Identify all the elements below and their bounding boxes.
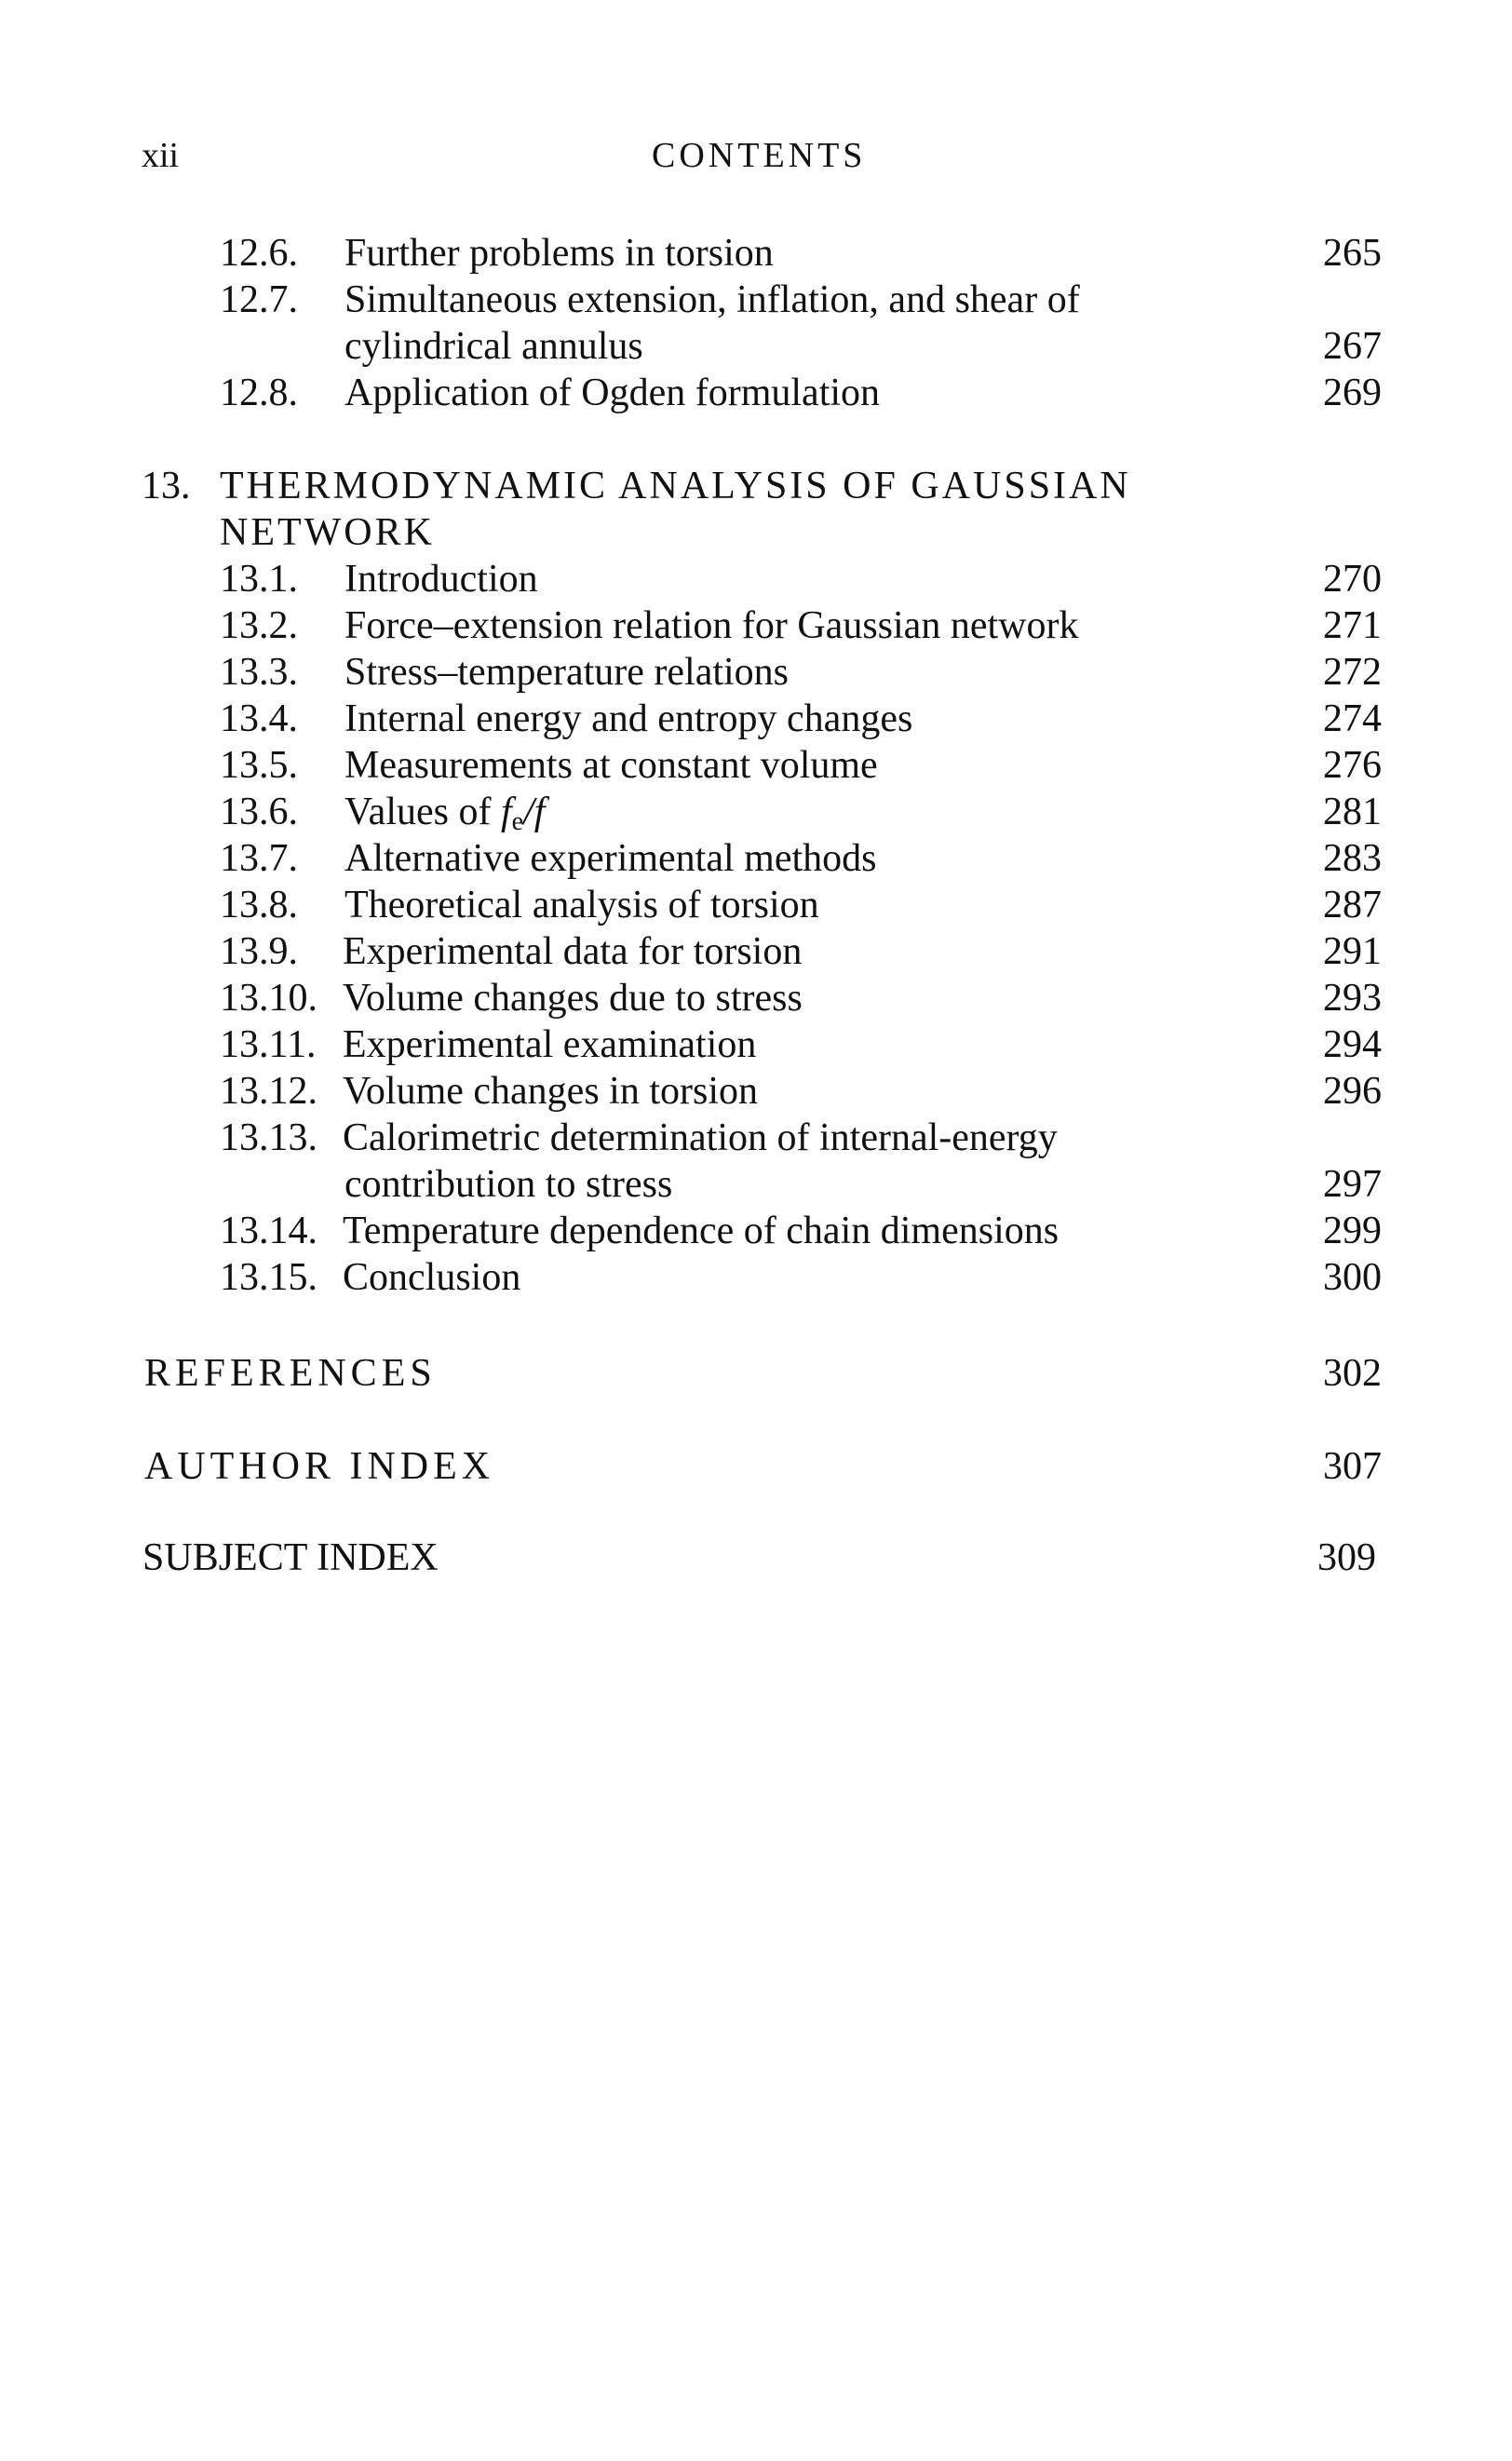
section-title: Volume changes due to stress: [343, 977, 803, 1020]
section-title: cylindrical annulus: [344, 325, 643, 368]
page-ref: 267: [1323, 325, 1382, 368]
section-number: 13.3.: [220, 651, 298, 694]
section-number: 12.6.: [220, 232, 298, 275]
title-prefix: Values of: [344, 791, 501, 833]
section-number: 13.2.: [220, 604, 298, 647]
page-ref: 269: [1323, 372, 1382, 414]
section-title: contribution to stress: [344, 1163, 673, 1206]
page-ref: 265: [1323, 232, 1382, 275]
section-title: Introduction: [344, 558, 538, 601]
section-title: Experimental examination: [343, 1023, 757, 1066]
section-number: 13.1.: [220, 558, 298, 601]
back-matter-title: REFERENCES: [144, 1352, 437, 1395]
page-ref: 271: [1323, 604, 1382, 647]
section-title: Internal energy and entropy changes: [344, 697, 913, 740]
section-number: 13.14.: [220, 1210, 317, 1252]
section-title: Stress–temperature relations: [344, 651, 790, 694]
section-title: Theoretical analysis of torsion: [344, 884, 819, 926]
page-ref: 293: [1323, 977, 1382, 1020]
section-title: Application of Ogden formulation: [344, 372, 881, 414]
page-ref: 270: [1323, 558, 1382, 601]
back-matter-title: AUTHOR INDEX: [144, 1445, 495, 1488]
section-title: Calorimetric determination of internal-energy: [343, 1116, 1058, 1159]
section-title: Conclusion: [343, 1256, 521, 1299]
page-ref: 307: [1323, 1445, 1382, 1488]
chapter-title: THERMODYNAMIC ANALYSIS OF GAUSSIAN: [220, 465, 1131, 507]
page-ref: 276: [1323, 744, 1382, 787]
section-number: 12.8.: [220, 372, 298, 414]
page-ref: 297: [1323, 1163, 1382, 1206]
page-ref: 274: [1323, 697, 1382, 740]
page-ref: 291: [1323, 930, 1382, 973]
section-title: Force–extension relation for Gaussian network: [344, 604, 1079, 647]
section-title: Temperature dependence of chain dimensions: [343, 1210, 1060, 1252]
symbol-f: f: [500, 791, 512, 833]
page-ref: 296: [1323, 1070, 1382, 1113]
section-title: Alternative experimental methods: [344, 837, 877, 880]
section-number: 13.8.: [220, 884, 298, 926]
chapter-number: 13.: [142, 465, 191, 507]
symbol-over-f: /f: [523, 791, 546, 833]
section-number: 13.12.: [220, 1070, 317, 1113]
page-ref: 272: [1323, 651, 1382, 694]
page-ref: 294: [1323, 1023, 1382, 1066]
section-title: Further problems in torsion: [344, 232, 774, 275]
section-number: 13.15.: [220, 1256, 317, 1299]
page-ref: 299: [1323, 1210, 1382, 1252]
section-number: 13.10.: [220, 977, 317, 1020]
running-head: CONTENTS: [652, 136, 867, 175]
back-matter-title: SUBJECT INDEX: [142, 1536, 439, 1579]
section-number: 13.9.: [220, 930, 298, 973]
section-title: Simultaneous extension, inflation, and shear of: [344, 278, 1080, 321]
section-number: 13.13.: [220, 1116, 317, 1159]
page-ref: 302: [1323, 1352, 1382, 1395]
page-ref: 300: [1323, 1256, 1382, 1299]
section-title: Measurements at constant volume: [344, 744, 878, 787]
chapter-title-cont: NETWORK: [220, 511, 435, 554]
section-number: 13.4.: [220, 697, 298, 740]
subscript-e: e: [511, 807, 524, 836]
section-number: 13.5.: [220, 744, 298, 787]
section-title: Volume changes in torsion: [343, 1070, 759, 1113]
page-ref: 283: [1323, 837, 1382, 880]
page-ref: 309: [1317, 1536, 1376, 1579]
page-ref: 281: [1323, 791, 1382, 833]
page-ref: 287: [1323, 884, 1382, 926]
section-number: 13.11.: [220, 1023, 317, 1066]
page-number: xii: [142, 136, 180, 175]
section-number: 13.7.: [220, 837, 298, 880]
section-number: 12.7.: [220, 278, 298, 321]
section-title: Experimental data for torsion: [343, 930, 803, 973]
section-number: 13.6.: [220, 791, 298, 833]
